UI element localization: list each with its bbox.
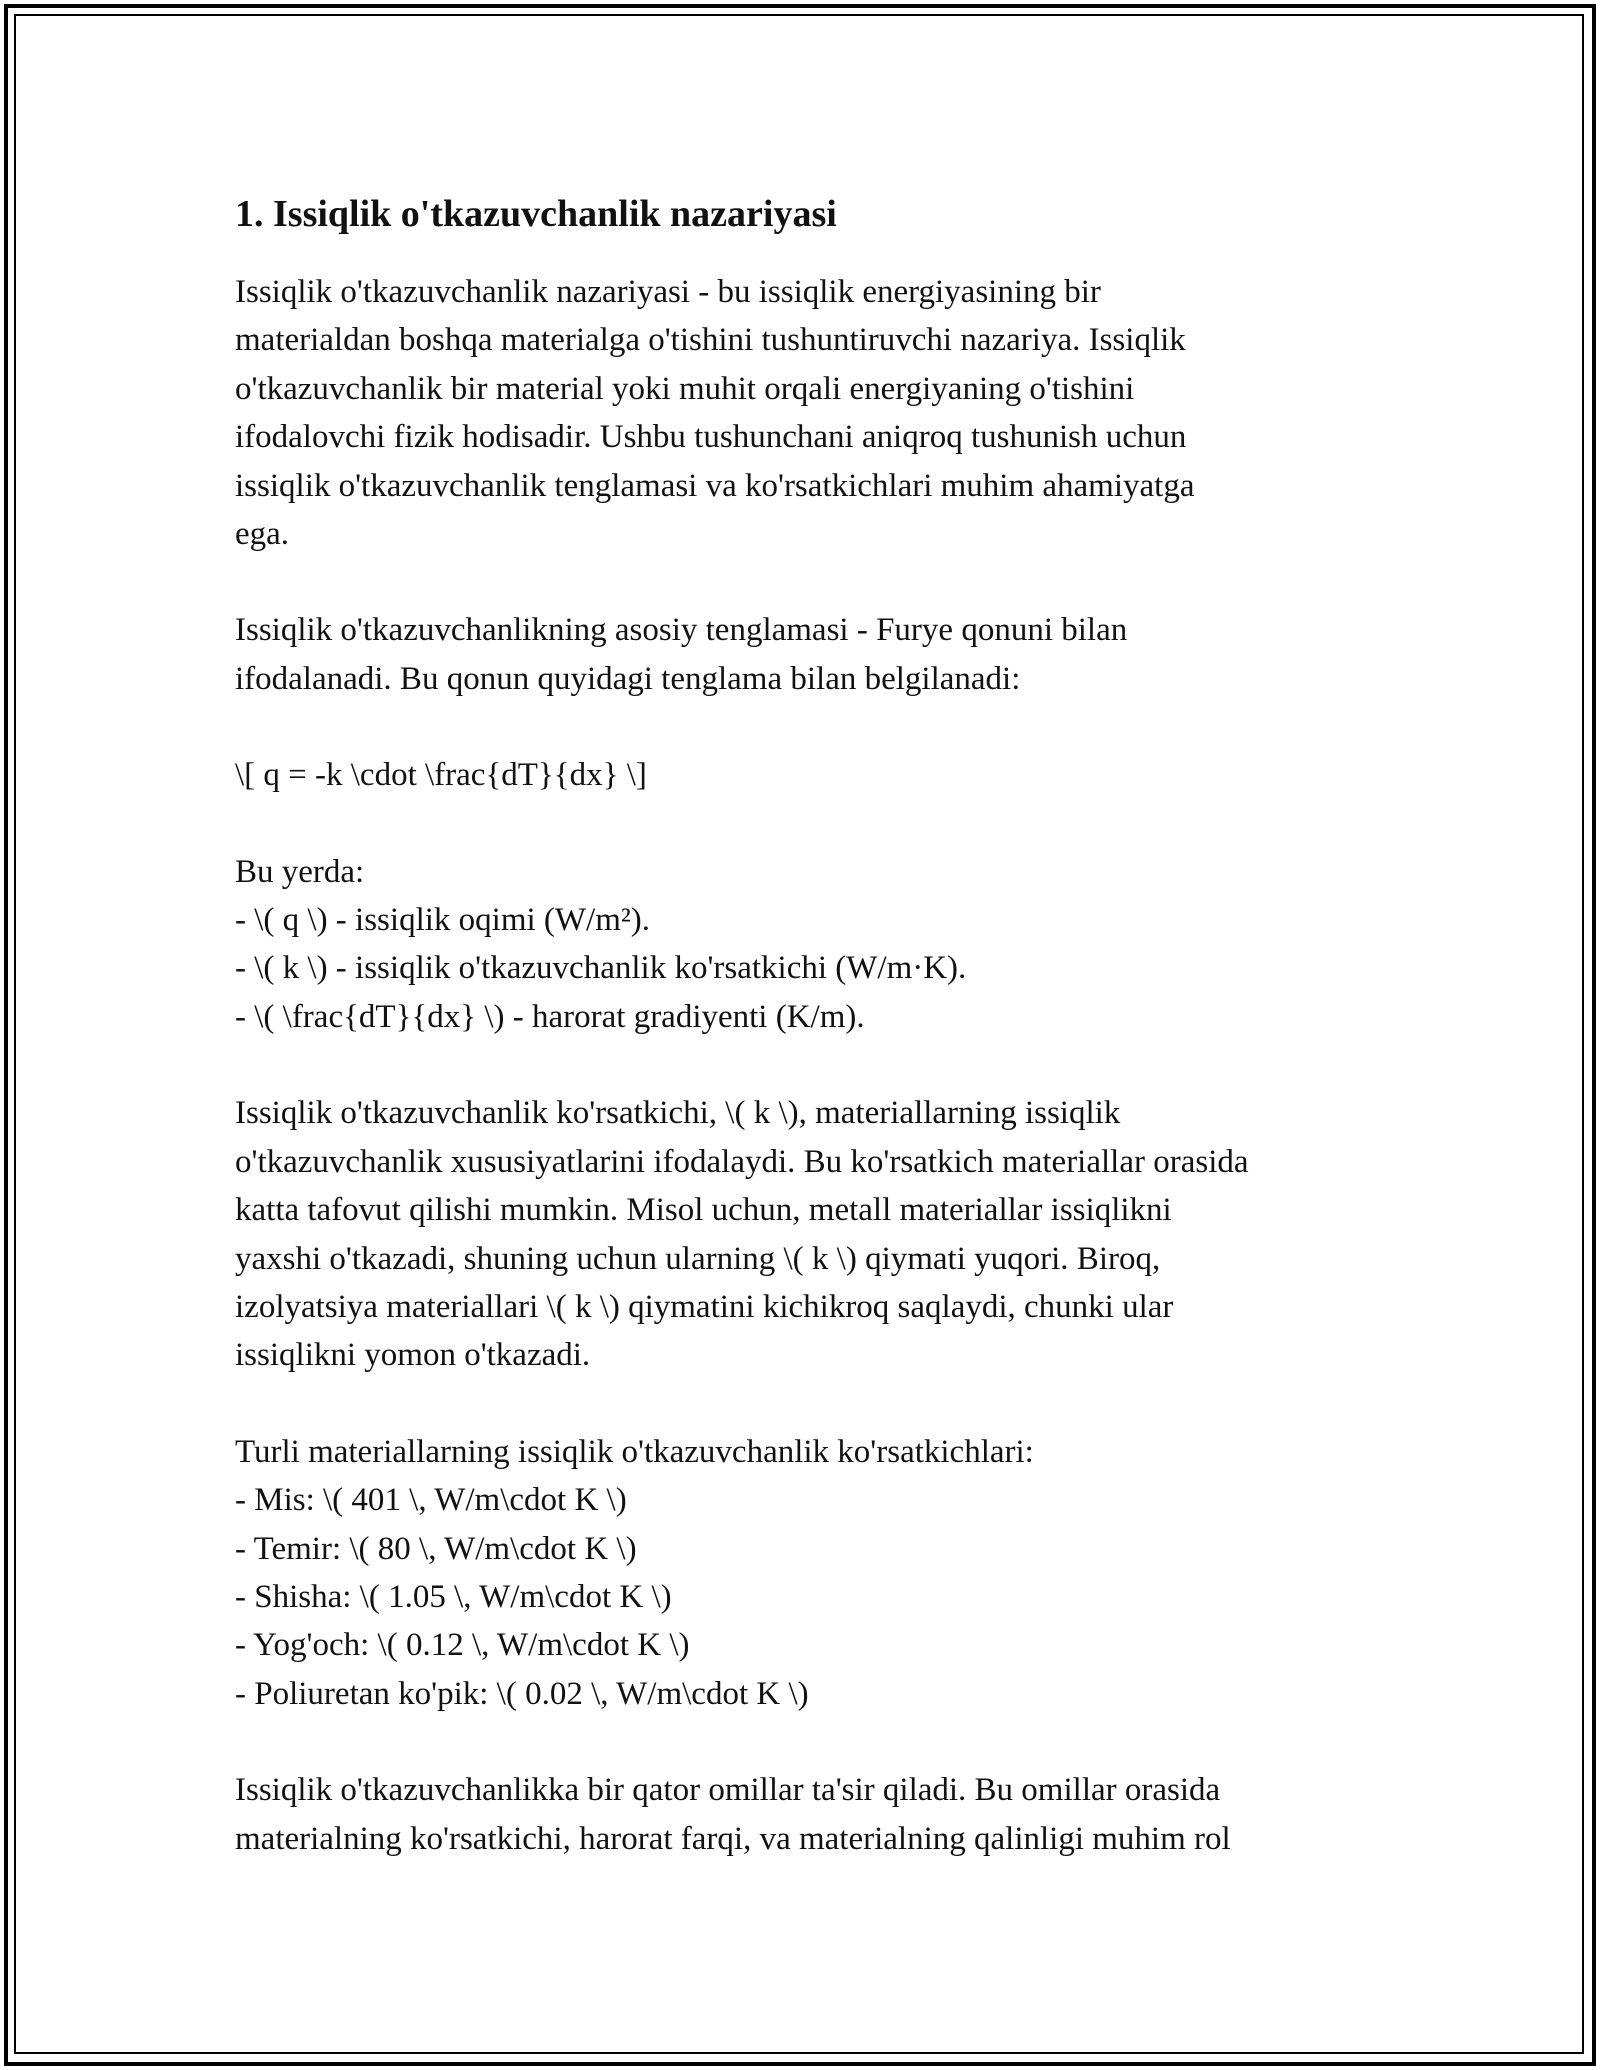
paragraph-line: - Mis: \( 401 \, W/m\cdot K \)	[235, 1482, 627, 1519]
paragraph-line: - Yog'och: \( 0.12 \, W/m\cdot K \)	[235, 1627, 690, 1664]
paragraph	[235, 848, 1375, 1042]
paragraph-line: issiqlikni yomon o'tkazadi.	[235, 1337, 591, 1374]
paragraph-line: Issiqlik o'tkazuvchanlik nazariyasi - bu issiqlik energiyasining bir	[235, 274, 1101, 310]
paragraph-line: Bu yerda:	[235, 853, 365, 890]
paragraph	[235, 606, 1375, 703]
paragraph-line: o'tkazuvchanlik xususiyatlarini ifodalaydi. Bu ko'rsatkich materiallar orasida	[235, 1143, 1249, 1180]
paragraph-line: - \( k \) - issiqlik o'tkazuvchanlik ko'rsatkichi (W/m·K).	[235, 950, 967, 987]
paragraph-line: - Shisha: \( 1.05 \, W/m\cdot K \)	[235, 1578, 672, 1615]
paragraph	[235, 1766, 1375, 1863]
paragraph-line: materialdan boshqa materialga o'tishini tushuntiruvchi nazariya. Issiqlik	[235, 322, 1186, 359]
paragraph-line: materialning ko'rsatkichi, harorat farqi, va materialning qalinligi muhim rol	[235, 1820, 1231, 1857]
paragraph-line: - Poliuretan ko'pik: \( 0.02 \, W/m\cdot K \)	[235, 1675, 809, 1712]
paragraph-list	[235, 268, 1375, 1863]
paragraph-line: Turli materiallarning issiqlik o'tkazuvchanlik ko'rsatkichlari:	[235, 1433, 1034, 1470]
paragraph-line: Issiqlik o'tkazuvchanlikka bir qator omillar ta'sir qiladi. Bu omillar orasida	[235, 1772, 1221, 1809]
paragraph-line: - Temir: \( 80 \, W/m\cdot K \)	[235, 1530, 637, 1567]
paragraph-line: issiqlik o'tkazuvchanlik tenglamasi va ko'rsatkichlari muhim ahamiyatga	[235, 467, 1195, 504]
section-heading: 1. Issiqlik o'tkazuvchanlik nazariyasi	[235, 193, 837, 235]
paragraph-line: ifodalanadi. Bu qonun quyidagi tenglama bilan belgilanadi:	[235, 660, 1021, 697]
paragraph-line: - \( \frac{dT}{dx} \) - harorat gradiyenti (K/m).	[235, 998, 865, 1035]
paragraph-line: Issiqlik o'tkazuvchanlik ko'rsatkichi, \( k \), materiallarning issiqlik	[235, 1095, 1121, 1132]
paragraph	[235, 1428, 1375, 1718]
paragraph-line: katta tafovut qilishi mumkin. Misol uchun, metall materiallar issiqlikni	[235, 1192, 1172, 1229]
document-body	[235, 190, 1375, 1911]
paragraph-line: ifodalovchi fizik hodisadir. Ushbu tushunchani aniqroq tushunish uchun	[235, 419, 1187, 456]
paragraph	[235, 1089, 1375, 1379]
paragraph-line: Issiqlik o'tkazuvchanlikning asosiy tenglamasi - Furye qonuni bilan	[235, 612, 1128, 649]
paragraph	[235, 751, 1375, 799]
paragraph-line: izolyatsiya materiallari \( k \) qiymatini kichikroq saqlaydi, chunki ular	[235, 1288, 1174, 1325]
paragraph-line: yaxshi o'tkazadi, shuning uchun ularning \( k \) qiymati yuqori. Biroq,	[235, 1240, 1161, 1277]
paragraph-line: \[ q = -k \cdot \frac{dT}{dx} \]	[235, 757, 647, 794]
paragraph	[235, 268, 1375, 558]
paragraph-line: - \( q \) - issiqlik oqimi (W/m²).	[235, 902, 651, 939]
paragraph-line: ega.	[235, 516, 290, 553]
paragraph-line: o'tkazuvchanlik bir material yoki muhit orqali energiyaning o'tishini	[235, 370, 1135, 407]
